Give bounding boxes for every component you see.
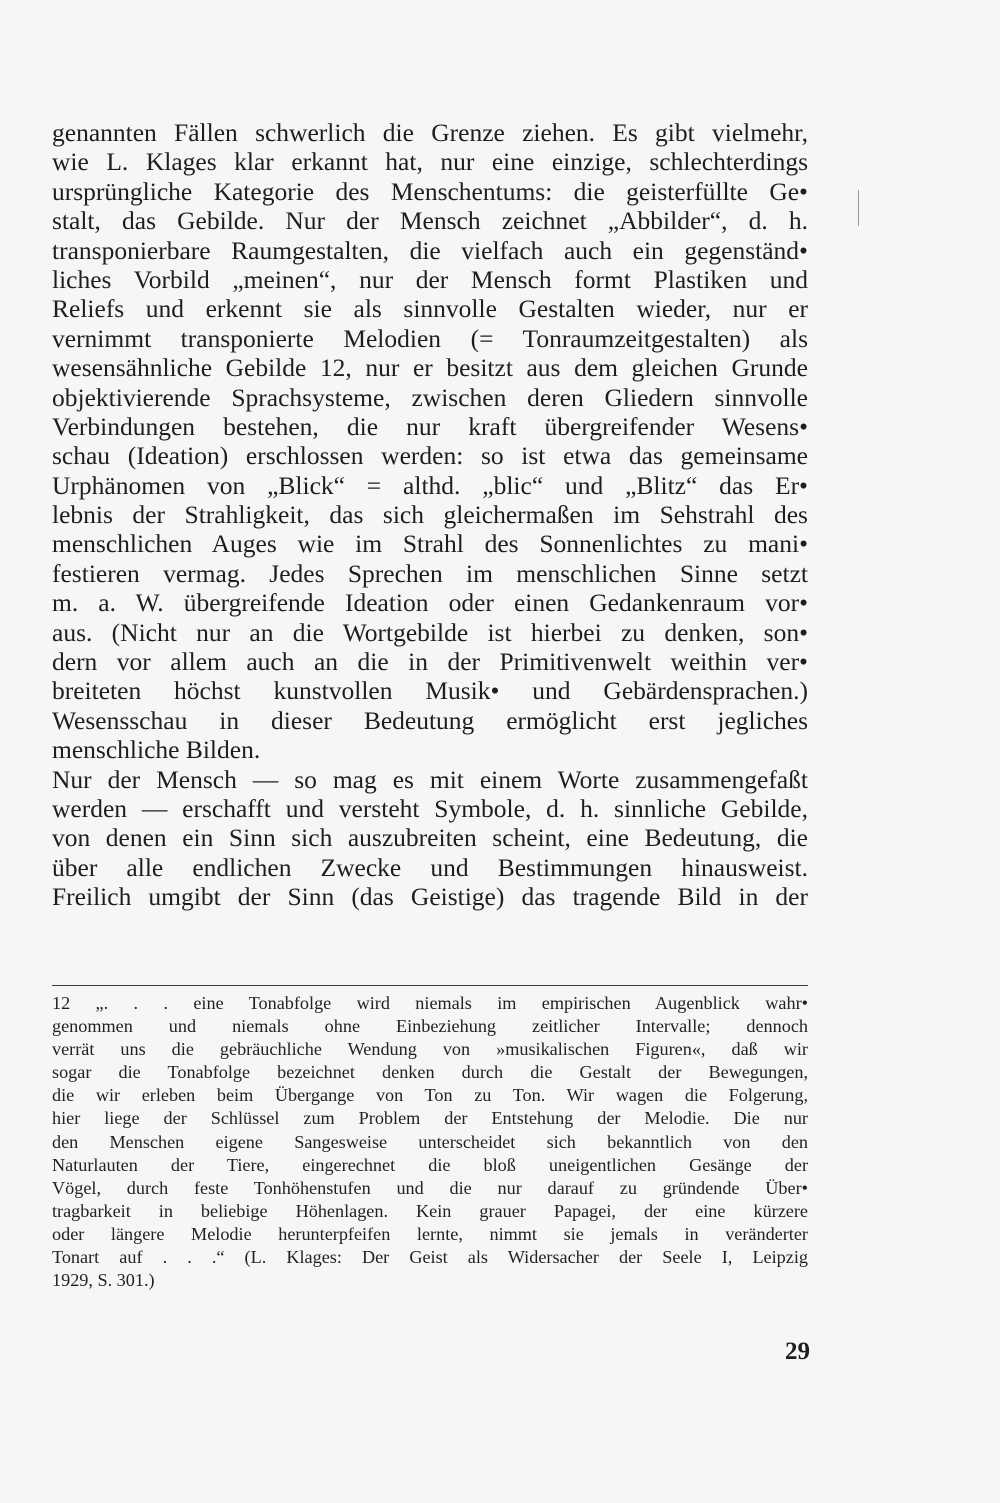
body-line: menschlichen Auges wie im Strahl des Sonnenlichtes zu mani• — [52, 529, 808, 559]
body-line: aus. (Nicht nur an die Wortgebilde ist hierbei zu denken, son• — [52, 617, 808, 647]
footnote-line: genommen und niemals ohne Einbeziehung zeitlicher Intervalle; dennoch — [52, 1016, 808, 1037]
body-line: liches Vorbild „meinen“, nur der Mensch formt Plastiken und — [52, 264, 808, 294]
body-line: Freilich umgibt der Sinn (das Geistige) das tragende Bild in der — [52, 882, 808, 912]
footnote-line: Naturlauten der Tiere, eingerechnet die bloß uneigentlichen Gesänge der — [52, 1154, 808, 1175]
body-line: Verbindungen bestehen, die nur kraft übergreifender Wesens• — [52, 411, 808, 441]
footnote-rule — [52, 985, 808, 986]
body-line: breiteten höchst kunstvollen Musik• und Gebärdensprachen.) — [52, 676, 808, 706]
margin-pencil-mark — [858, 190, 859, 226]
body-line: ursprüngliche Kategorie des Menschentums: die geisterfüllte Ge• — [52, 176, 808, 206]
page-number: 29 — [785, 1338, 810, 1365]
footnote — [52, 992, 808, 1292]
body-line: genannten Fällen schwerlich die Grenze ziehen. Es gibt vielmehr, — [52, 118, 808, 147]
body-line: menschliche Bilden. — [52, 735, 261, 765]
footnote-line: tragbarkeit in beliebige Höhenlagen. Kein grauer Papagei, der eine kürzere — [52, 1200, 808, 1221]
body-line: festieren vermag. Jedes Sprechen im menschlichen Sinne setzt — [52, 558, 808, 588]
body-line: werden — erschafft und versteht Symbole, d. h. sinnliche Gebilde, — [52, 793, 808, 823]
body-line: wesensähnliche Gebilde 12, nur er besitzt aus dem gleichen Grunde — [52, 353, 808, 383]
body-text — [52, 118, 808, 912]
footnote-line: 1929, S. 301.) — [52, 1270, 155, 1291]
footnote-line: die wir erleben beim Übergange von Ton zu Ton. Wir wagen die Folgerung, — [52, 1085, 808, 1106]
footnote-line: den Menschen eigene Sangesweise unterscheidet sich bekanntlich von den — [52, 1131, 808, 1152]
body-line: transponierbare Raumgestalten, die vielfach auch ein gegenständ• — [52, 235, 808, 265]
body-line: von denen ein Sinn sich auszubreiten scheint, eine Bedeutung, die — [52, 823, 808, 853]
footnote-line: oder längere Melodie herunterpfeifen lernte, nimmt sie jemals in veränderter — [52, 1223, 808, 1244]
body-line: Wesensschau in dieser Bedeutung ermöglicht erst jegliches — [52, 705, 808, 735]
body-line: Reliefs und erkennt sie als sinnvolle Gestalten wieder, nur er — [52, 294, 808, 324]
body-line: lebnis der Strahligkeit, das sich gleichermaßen im Sehstrahl des — [52, 500, 808, 530]
body-line: stalt, das Gebilde. Nur der Mensch zeichnet „Abbilder“, d. h. — [52, 206, 808, 236]
body-line: vernimmt transponierte Melodien (= Tonraumzeitgestalten) als — [52, 323, 808, 353]
body-line: Nur der Mensch — so mag es mit einem Worte zusammengefaßt — [52, 764, 808, 794]
body-line: objektivierende Sprachsysteme, zwischen deren Gliedern sinnvolle — [52, 382, 808, 412]
footnote-line: sogar die Tonabfolge bezeichnet denken durch die Gestalt der Bewegungen, — [52, 1062, 808, 1083]
body-line: schau (Ideation) erschlossen werden: so ist etwa das gemeinsame — [52, 441, 808, 471]
body-line: Urphänomen von „Blick“ = althd. „blic“ und „Blitz“ das Er• — [52, 470, 808, 500]
footnote-line: 12 „. . . eine Tonabfolge wird niemals im empirischen Augenblick wahr• — [52, 993, 808, 1013]
footnote-line: hier liege der Schlüssel zum Problem der Entstehung der Melodie. Die nur — [52, 1108, 808, 1129]
footnote-line: verrät uns die gebräuchliche Wendung von »musikalischen Figuren«, daß wir — [52, 1039, 808, 1060]
body-line: über alle endlichen Zwecke und Bestimmungen hinausweist. — [52, 852, 808, 882]
body-line: wie L. Klages klar erkannt hat, nur eine einzige, schlechterdings — [52, 147, 808, 177]
footnote-line: Vögel, durch feste Tonhöhenstufen und die nur darauf zu gründende Über• — [52, 1177, 808, 1198]
body-line: dern vor allem auch an die in der Primitivenwelt weithin ver• — [52, 647, 808, 677]
footnote-line: Tonart auf . . .“ (L. Klages: Der Geist als Widersacher der Seele I, Leipzig — [52, 1247, 808, 1268]
body-line: m. a. W. übergreifende Ideation oder einen Gedankenraum vor• — [52, 588, 808, 618]
